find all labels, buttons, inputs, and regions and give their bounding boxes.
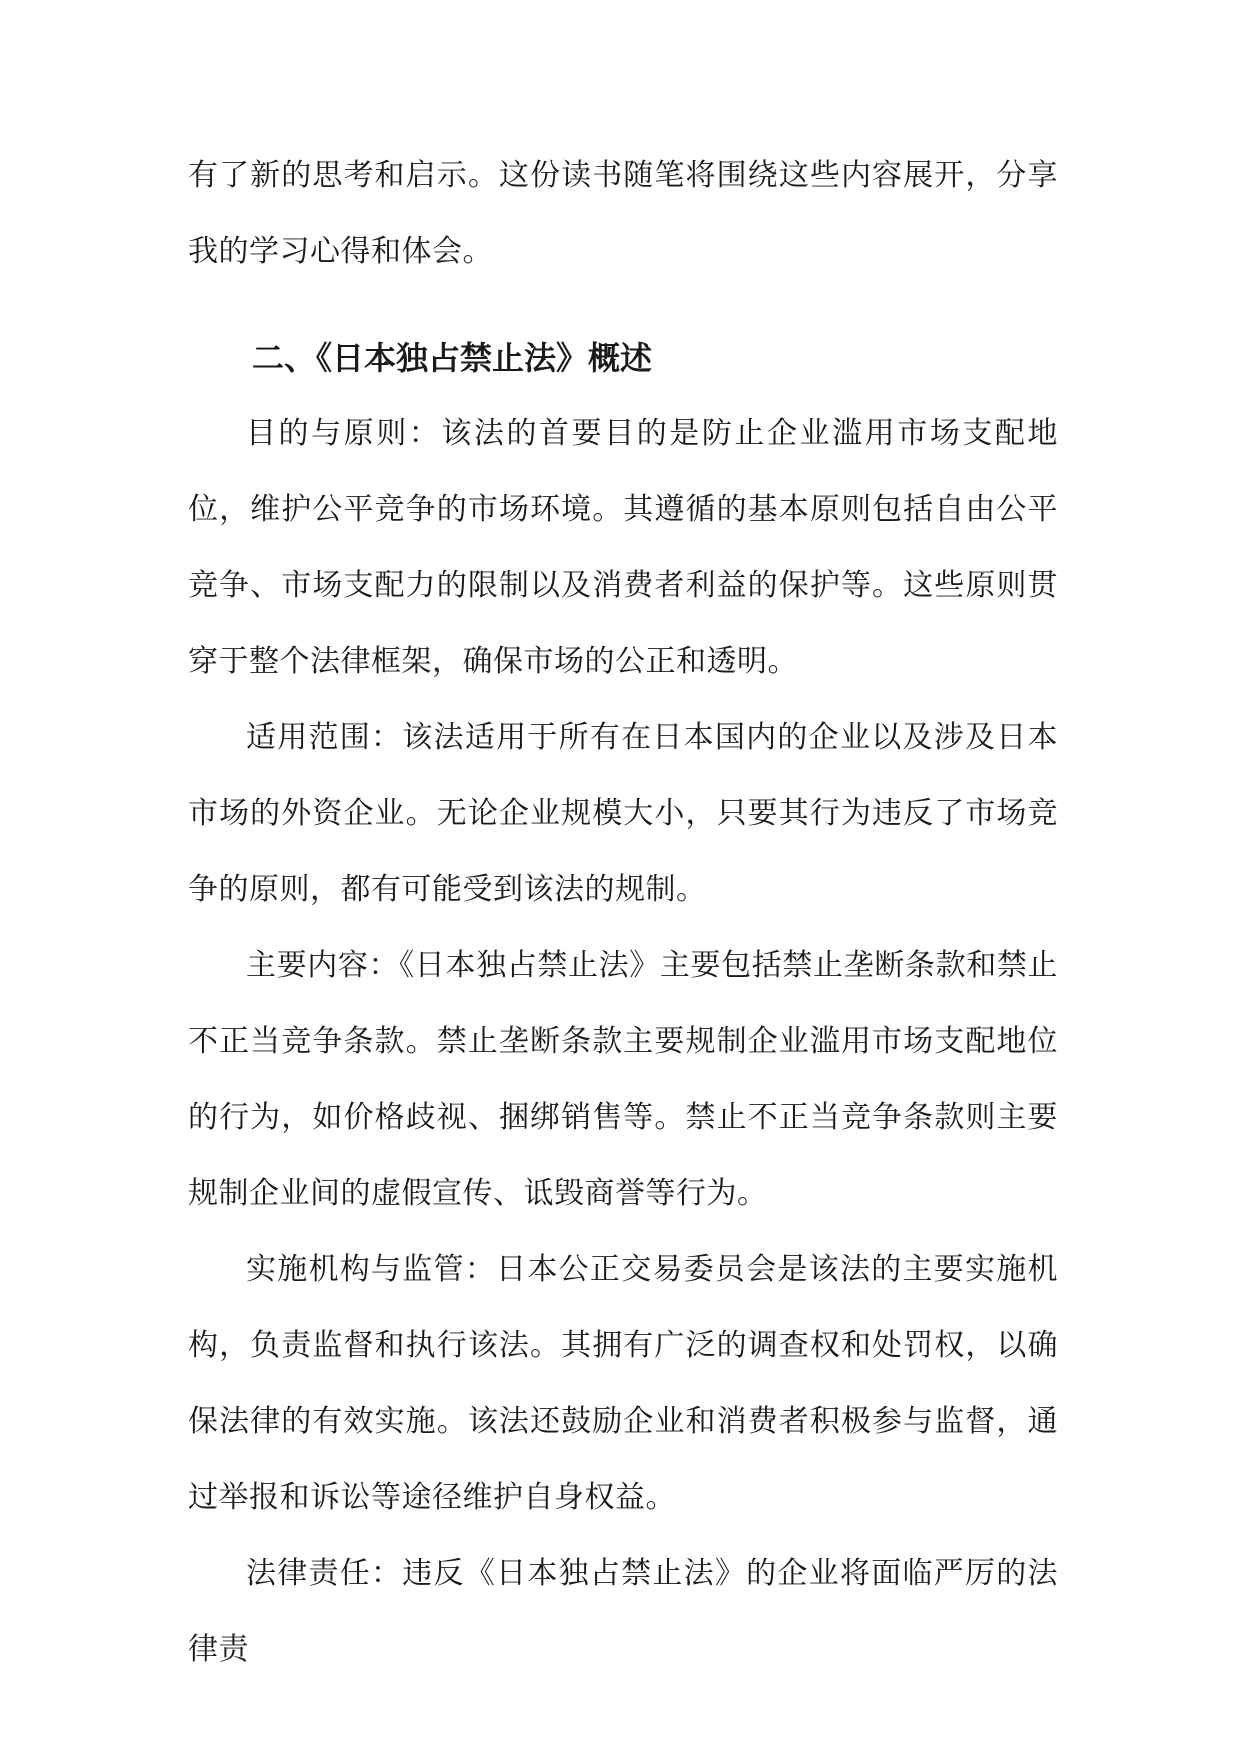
paragraph-enforcement: 实施机构与监管：日本公正交易委员会是该法的主要实施机构，负责监督和执行该法。其拥有广泛的调查权和处罚权，以确保法律的有效实施。该法还鼓励企业和消费者积极参与监督，通过举报和诉讼等途径维护自身权益。	[188, 1252, 1058, 1515]
section-heading: 二、《日本独占禁止法》概述	[252, 339, 653, 377]
paragraph-scope: 适用范围：该法适用于所有在日本国内的企业以及涉及日本市场的外资企业。无论企业规模大小，只要其行为违反了市场竞争的原则，都有可能受到该法的规制。	[188, 720, 1058, 907]
paragraph-main-content: 主要内容：《日本独占禁止法》主要包括禁止垄断条款和禁止不正当竞争条款。禁止垄断条款主要规制企业滥用市场支配地位的行为，如价格歧视、捆绑销售等。禁止不正当竞争条款则主要规制企业间的虚假宣传、诋毁商誉等行为。	[188, 948, 1058, 1211]
paragraph-purpose: 目的与原则：该法的首要目的是防止企业滥用市场支配地位，维护公平竞争的市场环境。其遵循的基本原则包括自由公平竞争、市场支配力的限制以及消费者利益的保护等。这些原则贯穿于整个法律框架，确保市场的公正和透明。	[188, 416, 1058, 679]
paragraph-liability: 法律责任：违反《日本独占禁止法》的企业将面临严厉的法律责	[188, 1556, 1058, 1667]
continuation-paragraph: 有了新的思考和启示。这份读书随笔将围绕这些内容展开，分享我的学习心得和体会。	[188, 158, 1058, 269]
document-body	[188, 138, 1058, 1688]
